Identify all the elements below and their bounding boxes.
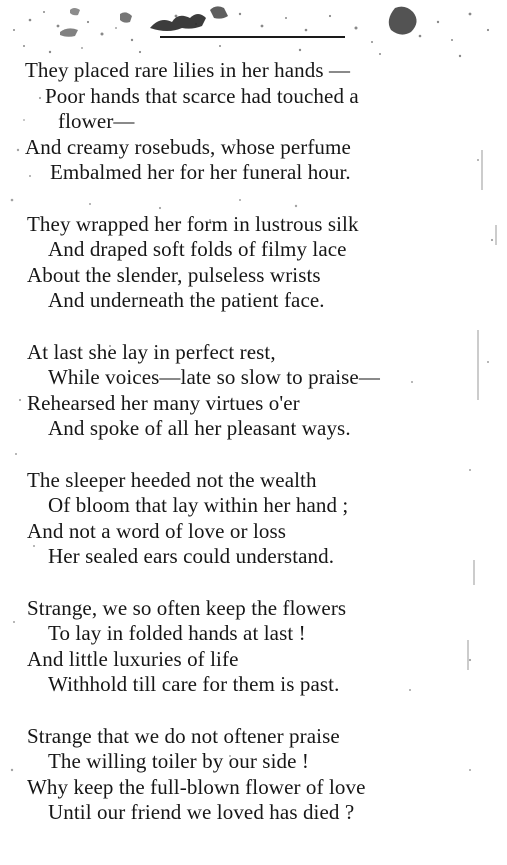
poem-line: Withhold till care for them is past. — [48, 672, 340, 696]
stanza — [0, 58, 507, 186]
stanza — [0, 596, 507, 698]
poem-line: Until our friend we loved has died ? — [48, 800, 355, 824]
poem-line: Why keep the full-blown flower of love — [27, 774, 366, 799]
poem-line: Her sealed ears could understand. — [48, 544, 335, 568]
poem-line: About the slender, pulseless wrists — [27, 262, 321, 287]
poem-line: While voices—late so slow to praise— — [48, 365, 380, 389]
stanza — [0, 340, 507, 442]
poem-line: Embalmed her for her funeral hour. — [50, 160, 351, 184]
poem-line: At last she lay in perfect rest, — [27, 339, 276, 364]
stanza — [0, 468, 507, 570]
poem-line: Strange that we do not oftener praise — [27, 723, 340, 748]
poem-line: Rehearsed her many virtues o'er — [27, 390, 300, 415]
poem-line: Strange, we so often keep the flowers — [27, 595, 347, 620]
stanza — [0, 724, 507, 826]
poem-line: And not a word of love or loss — [27, 518, 287, 543]
poem-line: And spoke of all her pleasant ways. — [48, 416, 351, 440]
poem-line: The sleeper heeded not the wealth — [27, 467, 317, 492]
poem-line: To lay in folded hands at last ! — [48, 621, 306, 645]
poem-line: flower— — [58, 109, 135, 133]
poem-line: They placed rare lilies in her hands — — [25, 58, 351, 82]
poem-line: And draped soft folds of filmy lace — [48, 237, 347, 261]
poem-line: And creamy rosebuds, whose perfume — [25, 134, 351, 159]
poem-body — [0, 58, 507, 852]
poem-line: Poor hands that scarce had touched a — [45, 83, 359, 108]
poem-line: They wrapped her form in lustrous silk — [27, 211, 359, 236]
poem-line: And little luxuries of life — [27, 646, 239, 671]
poem-line: Of bloom that lay within her hand ; — [48, 493, 349, 517]
poem-line: And underneath the patient face. — [48, 288, 325, 312]
stanza — [0, 212, 507, 314]
poem-line: The willing toiler by our side ! — [48, 749, 309, 773]
